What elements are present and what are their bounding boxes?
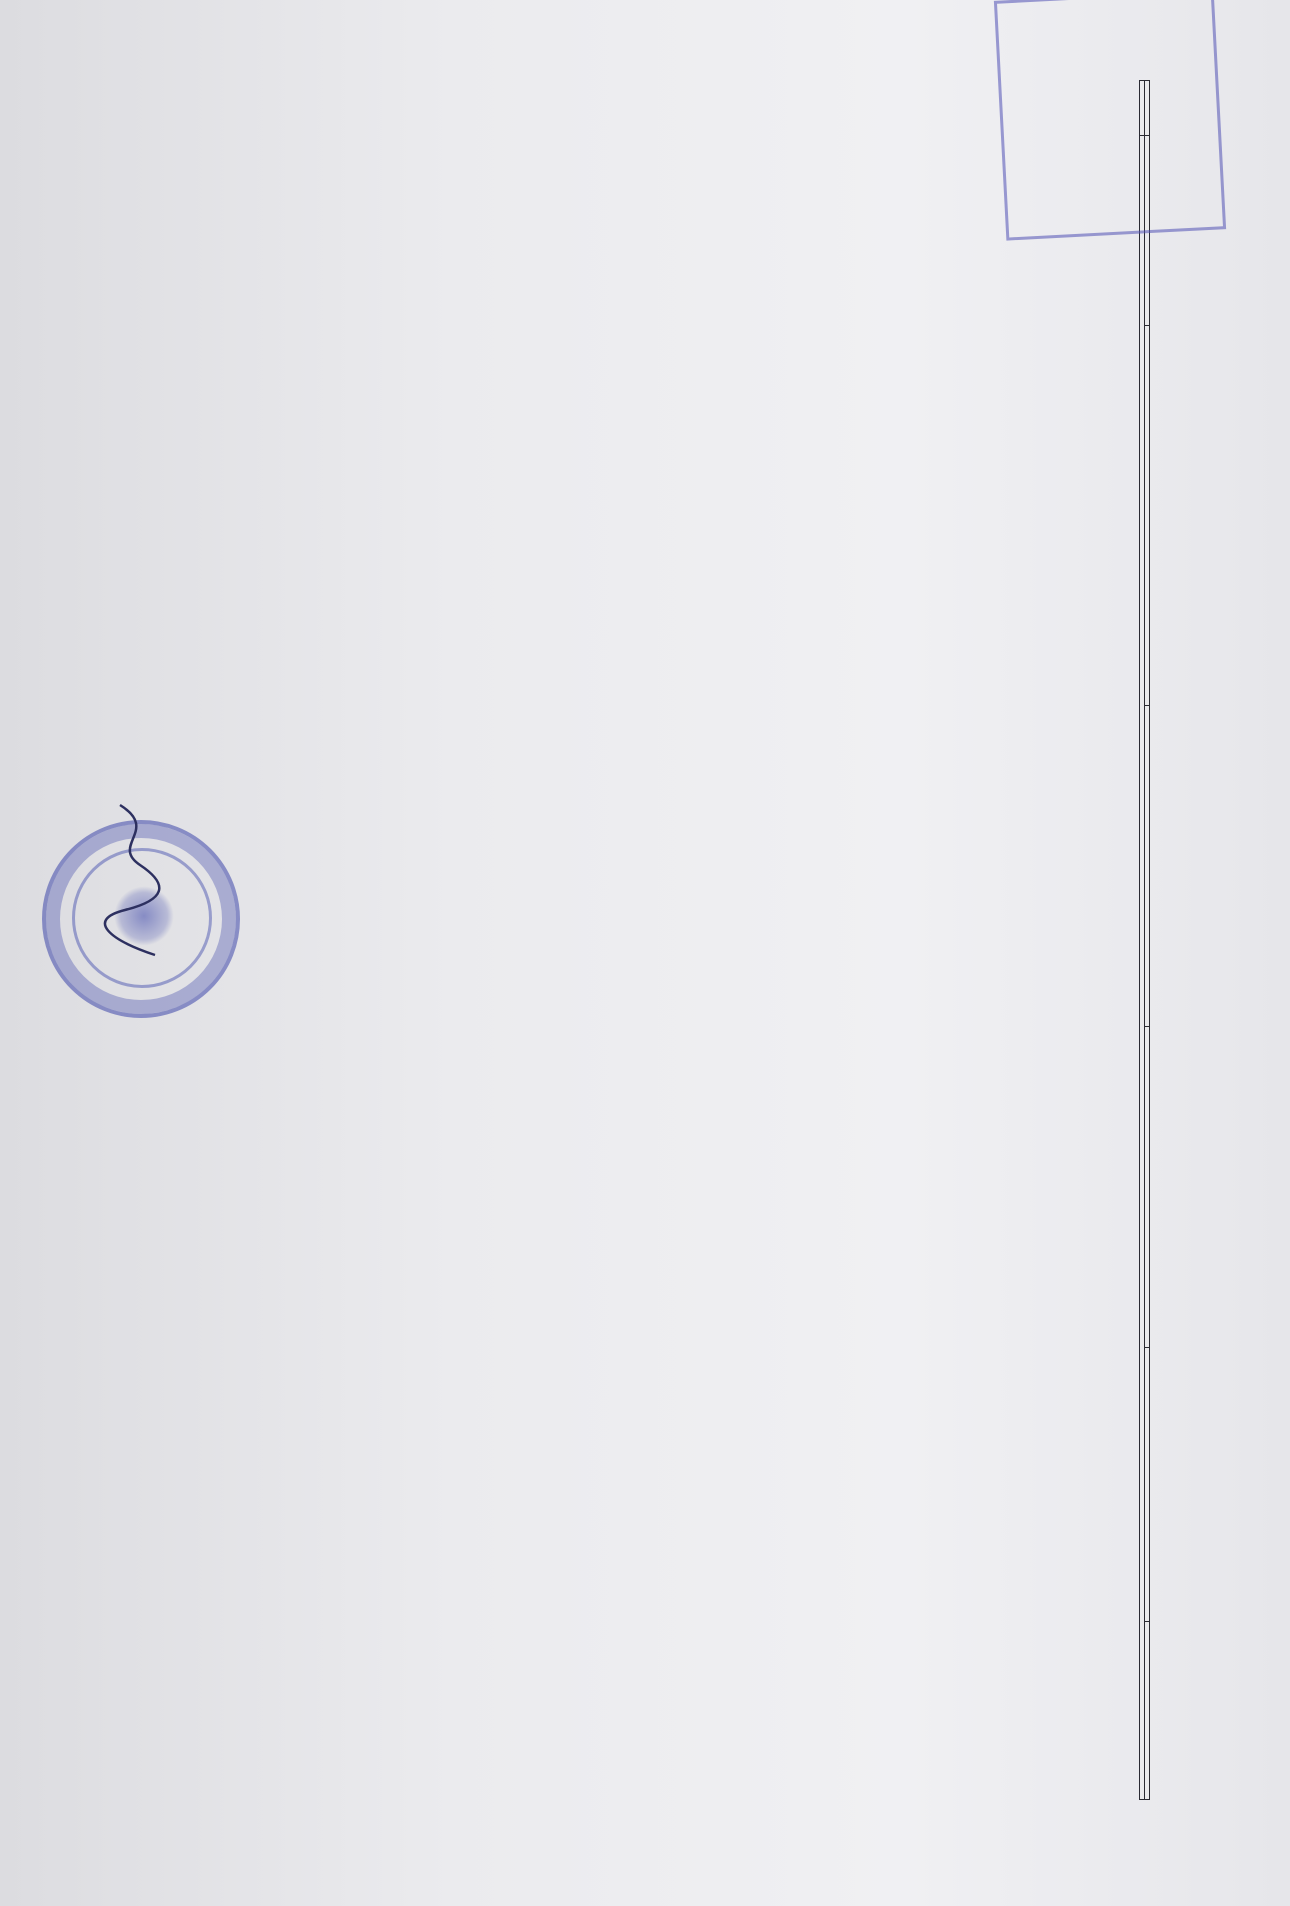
section-label [1140, 135, 1145, 1799]
stamp-date [1199, 0, 1211, 221]
director-signature [100, 800, 170, 960]
header-address [1145, 1348, 1150, 1621]
header-position [1145, 1027, 1150, 1348]
council-table [1139, 80, 1150, 1800]
approval-stamp-wrapper [1020, 5, 1260, 255]
approval-stamp [994, 0, 1226, 241]
section-row [1140, 81, 1145, 1800]
header-work [1145, 706, 1150, 1027]
header-phone [1145, 1621, 1150, 1799]
table-header-row [1145, 81, 1150, 1800]
rotated-document [20, 40, 1250, 1860]
header-name [1145, 325, 1150, 705]
